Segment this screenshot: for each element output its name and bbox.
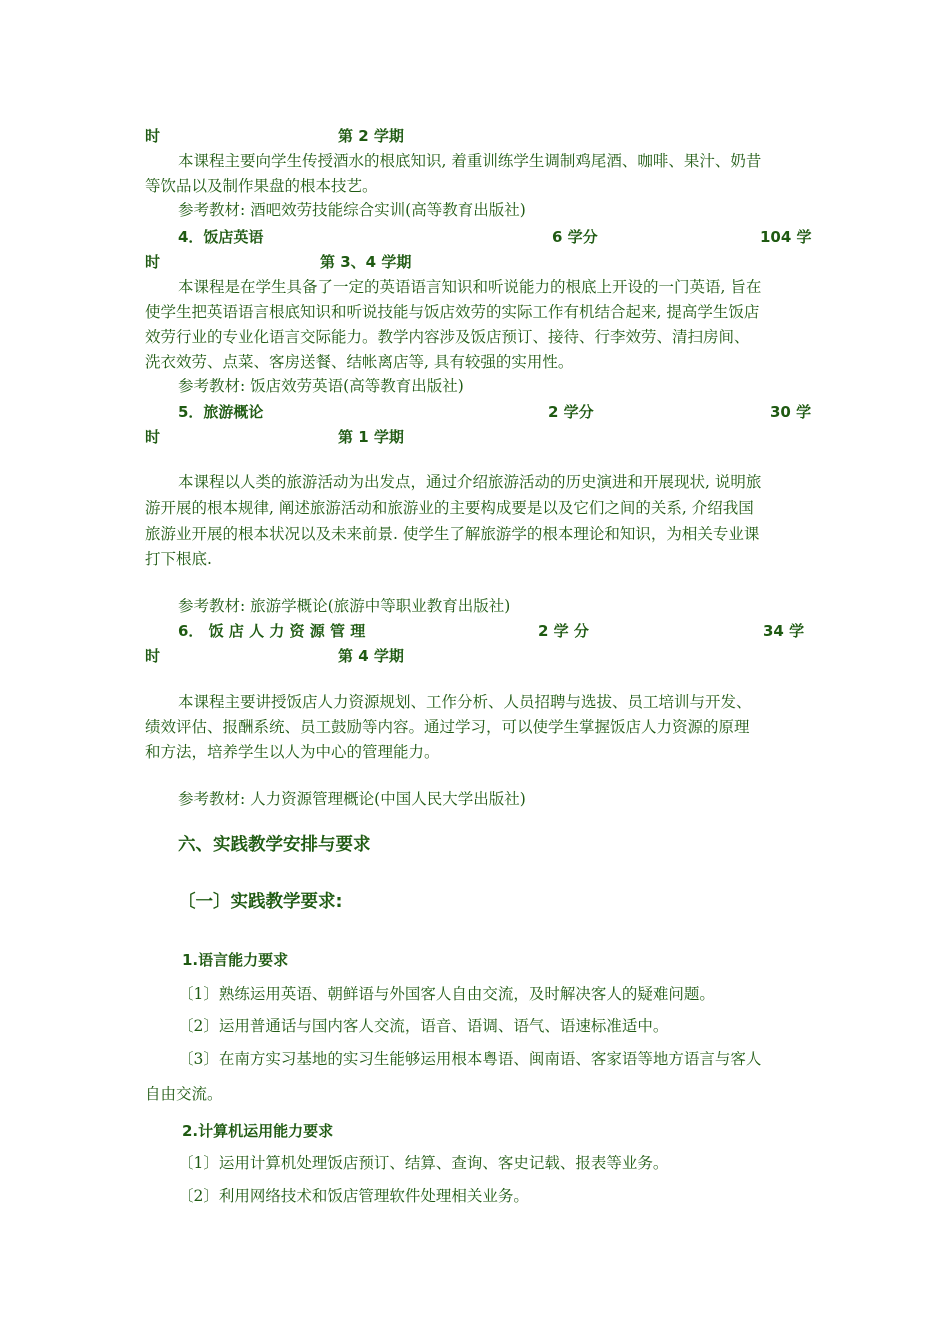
language-item-1: 〔1〕熟练运用英语、朝鲜语与外国客人自由交流，及时解决客人的疑难问题。 — [178, 985, 715, 1003]
course4-credits: 6 学分 — [552, 228, 598, 246]
course6-hours: 34 学 — [763, 622, 805, 640]
course3-textbook: 参考教材: 酒吧效劳技能综合实训(高等教育出版社) — [178, 201, 526, 219]
course6-textbook: 参考教材: 人力资源管理概论(中国人民大学出版社) — [178, 790, 526, 808]
course4-textbook: 参考教材: 饭店效劳英语(高等教育出版社) — [178, 377, 464, 395]
course3-desc-line1: 本课程主要向学生传授酒水的根底知识, 着重训练学生调制鸡尾酒、咖啡、果汁、奶昔 — [178, 152, 762, 170]
computer-item-2: 〔2〕利用网络技术和饭店管理软件处理相关业务。 — [178, 1187, 529, 1205]
course6-hours-unit: 时 — [145, 647, 161, 665]
course3-semester: 第 2 学期 — [338, 127, 404, 145]
language-item-3a: 〔3〕在南方实习基地的实习生能够运用根本粤语、闽南语、客家语等地方语言与客人 — [178, 1050, 762, 1068]
computer-item-1: 〔1〕运用计算机处理饭店预订、结算、查询、客史记载、报表等业务。 — [178, 1154, 669, 1172]
course4-hours-unit: 时 — [145, 253, 161, 271]
language-item-3b: 自由交流。 — [145, 1085, 223, 1103]
course4-desc-line3: 效劳行业的专业化语言交际能力。教学内容涉及饭店预订、接待、行李效劳、清扫房间、 — [145, 328, 750, 346]
course5-hours: 30 学 — [770, 403, 812, 421]
course4-semester: 第 3、4 学期 — [320, 253, 412, 271]
course3-desc-line2: 等饮品以及制作果盘的根本技艺。 — [145, 177, 378, 195]
course6-desc-line1: 本课程主要讲授饭店人力资源规划、工作分析、人员招聘与选拔、员工培训与开发、 — [178, 693, 752, 711]
course4-hours: 104 学 — [760, 228, 812, 246]
course5-credits: 2 学分 — [548, 403, 594, 421]
course6-desc-line2: 绩效评估、报酬系统、员工鼓励等内容。通过学习，可以使学生掌握饭店人力资源的原理 — [145, 718, 750, 736]
course4-desc-line1: 本课程是在学生具备了一定的英语语言知识和听说能力的根底上开设的一门英语, 旨在 — [178, 278, 762, 296]
course4-desc-line2: 使学生把英语语言根底知识和听说技能与饭店效劳的实际工作有机结合起来, 提高学生饭店 — [145, 303, 760, 321]
course5-name: 5．旅游概论 — [178, 403, 264, 421]
computer-requirements-title: 2.计算机运用能力要求 — [182, 1122, 334, 1140]
course6-semester: 第 4 学期 — [338, 647, 404, 665]
course4-desc-line4: 洗衣效劳、点菜、客房送餐、结帐离店等, 具有较强的实用性。 — [145, 353, 574, 371]
course6-desc-line3: 和方法，培养学生以人为中心的管理能力。 — [145, 743, 440, 761]
course5-textbook: 参考教材: 旅游学概论(旅游中等职业教育出版社) — [178, 597, 511, 615]
subsection-heading: 〔一〕实践教学要求: — [178, 892, 343, 912]
course5-desc-line4: 打下根底. — [145, 550, 212, 568]
course5-desc-line2: 游开展的根本规律, 阐述旅游活动和旅游业的主要构成要是以及它们之间的关系, 介绍我国 — [145, 499, 754, 517]
course3-hours-unit: 时 — [145, 127, 161, 145]
course5-hours-unit: 时 — [145, 428, 161, 446]
course5-desc-line1: 本课程以人类的旅游活动为出发点，通过介绍旅游活动的历史演进和开展现状, 说明旅 — [178, 473, 762, 491]
course6-name: 6． 饭 店 人 力 资 源 管 理 — [178, 622, 366, 640]
course5-semester: 第 1 学期 — [338, 428, 404, 446]
language-item-2: 〔2〕运用普通话与国内客人交流，语音、语调、语气、语速标准适中。 — [178, 1017, 669, 1035]
section-heading: 六、实践教学安排与要求 — [178, 835, 371, 855]
course5-desc-line3: 旅游业开展的根本状况以及未来前景. 使学生了解旅游学的根本理论和知识，为相关专业课 — [145, 525, 760, 543]
course6-credits: 2 学 分 — [538, 622, 589, 640]
language-requirements-title: 1.语言能力要求 — [182, 951, 289, 969]
course4-name: 4．饭店英语 — [178, 228, 264, 246]
